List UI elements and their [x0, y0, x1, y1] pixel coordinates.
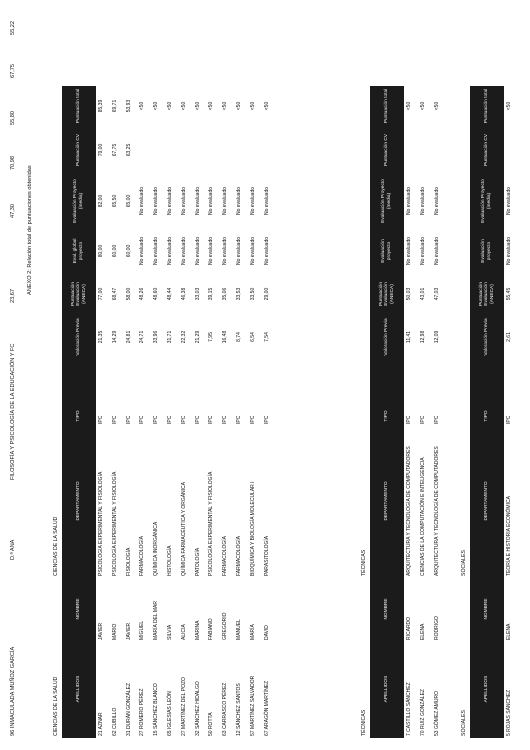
column-header: DEPARTAMENTO	[484, 481, 490, 521]
table-cell: 65,50	[111, 194, 118, 208]
table-cell: 24,81	[125, 330, 132, 344]
table-cell: IPC	[139, 415, 146, 424]
table-cell: No evaluado	[249, 186, 256, 216]
table-cell: 70 RUIZ GONZÁLEZ	[419, 689, 426, 736]
table-cell: 6,54	[249, 332, 256, 342]
table-cell: BIOQUÍMICA Y BIOLOGÍA MOLECULAR I	[249, 481, 256, 576]
table-cell: 46,38	[180, 287, 187, 301]
table-cell: PARASITOLOGÍA	[263, 535, 270, 576]
score-6: 55,22	[10, 21, 16, 35]
table-cell: 22,32	[180, 330, 187, 344]
table-cell: 16,48	[222, 330, 229, 344]
table-cell: <50	[180, 101, 187, 111]
table-cell: ALICIA	[180, 624, 187, 640]
table-cell: 2,61	[506, 332, 512, 342]
table-cell: No evaluado	[406, 186, 412, 216]
table-cell: No evaluado	[180, 236, 187, 266]
table-cell: 24,71	[139, 330, 146, 344]
table-cell: IPC	[194, 415, 201, 424]
table-cell: No evaluado	[419, 186, 426, 216]
table-cell: IPC	[98, 415, 104, 424]
table-cell: TEORÍA E HISTORIA ECONÓMICA	[506, 496, 512, 576]
table-cell: 21,29	[194, 330, 201, 344]
table-cell: No evaluado	[433, 186, 440, 216]
column-header: Valoración Previa	[484, 318, 490, 356]
table-cell: 60,00	[111, 244, 118, 258]
table-cell: No evaluado	[433, 236, 440, 266]
column-header: Puntuación CV	[76, 134, 82, 166]
table-cell: <50	[406, 101, 412, 111]
column-header: DEPARTAMENTO	[76, 481, 82, 521]
table-cell: 48,44	[167, 287, 173, 301]
table-cell: 33,03	[194, 287, 201, 301]
table-cell: 80,00	[98, 244, 104, 258]
table-cell: 33,50	[249, 287, 256, 301]
table-cell: 85,39	[98, 99, 104, 113]
table-cell: 65,00	[125, 194, 132, 208]
section-title-dept: TÉCNICAS	[361, 549, 367, 576]
table-cell: 50 ROTTA	[208, 712, 215, 736]
table-cell: IPC	[208, 415, 215, 424]
table-cell: 67 ARAGÓN MARTÍNEZ	[263, 680, 270, 736]
table-cell: 5 ROJAS SÁNCHEZ	[506, 689, 512, 736]
table-cell: IPC	[433, 415, 440, 424]
table-cell: No evaluado	[167, 186, 173, 216]
table-cell: HISTOLOGÍA	[167, 545, 173, 576]
table-cell: ELENA	[506, 623, 512, 640]
subject-name: D.ª ANA	[10, 539, 16, 560]
table-cell: IPC	[180, 415, 187, 424]
column-header: APELLIDOS	[484, 675, 490, 703]
table-cell: 48,60	[153, 287, 160, 301]
table-cell: IPC	[406, 415, 412, 424]
score-1: 23,67	[10, 289, 16, 303]
table-cell: IPC	[263, 415, 270, 424]
table-cell: FABIANO	[208, 618, 215, 640]
column-header: Eval. global proyecto	[73, 238, 84, 264]
section-title: TÉCNICAS	[361, 709, 367, 736]
column-header: APELLIDOS	[76, 675, 82, 703]
table-cell: 68,47	[111, 287, 118, 301]
column-header: NOMBRE	[384, 598, 390, 620]
column-header: TIPO	[484, 410, 490, 422]
table-cell: 31,71	[167, 330, 173, 344]
column-header: Puntuación Evaluación (ANECA)	[478, 282, 495, 307]
table-cell: PSICOLOGÍA EXPERIMENTAL Y FISIOLOGÍA	[98, 471, 104, 576]
table-cell: SILVIA	[167, 624, 173, 640]
table-cell: No evaluado	[139, 236, 146, 266]
table-cell: 12,09	[433, 330, 440, 344]
table-cell: 7,95	[208, 332, 215, 342]
table-cell: ARQUITECTURA Y TECNOLOGÍA DE COMPUTADORES	[406, 446, 412, 576]
column-header: Evaluación Proyecto (media)	[481, 179, 492, 223]
subject-department: FILOSOFÍA Y PSICOLOGÍA DE LA EDUCACIÓN Y FC	[10, 343, 16, 480]
table-cell: 69,71	[111, 99, 118, 113]
table-cell: No evaluado	[194, 236, 201, 266]
score-3: 70,98	[10, 156, 16, 170]
table-cell: No evaluado	[249, 236, 256, 266]
table-cell: 43,01	[419, 287, 426, 301]
table-cell: FARMACOLOGÍA	[222, 535, 229, 576]
column-header: NOMBRE	[484, 598, 490, 620]
table-cell: <50	[236, 101, 242, 111]
column-header: Evaluación proyecto	[481, 239, 492, 263]
table-cell: 82,00	[98, 194, 104, 208]
table-cell: 14,29	[111, 330, 118, 344]
table-cell: <50	[222, 101, 229, 111]
table-cell: 47,03	[433, 287, 440, 301]
table-cell: MIGUEL	[139, 620, 146, 640]
table-cell: 27 ROMERO PÉREZ	[139, 688, 146, 736]
table-cell: No evaluado	[153, 186, 160, 216]
table-cell: 21 AZNAR	[98, 712, 104, 736]
table-cell: No evaluado	[222, 186, 229, 216]
table-cell: PATOLOGÍA	[194, 547, 201, 576]
column-header: APELLIDOS	[384, 675, 390, 703]
column-header: NOMBRE	[76, 598, 82, 620]
table-cell: 53,93	[125, 99, 132, 113]
column-header: Puntuación Evaluación (ANECA)	[70, 282, 87, 307]
table-cell: No evaluado	[506, 236, 512, 266]
score-2: 47,30	[10, 204, 16, 218]
table-cell: JAVIER	[125, 622, 132, 640]
table-cell: No evaluado	[139, 186, 146, 216]
table-cell: 67,75	[111, 143, 118, 157]
table-cell: 29,00	[263, 287, 270, 301]
table-cell: FISIOLOGÍA	[125, 547, 132, 576]
column-header: Evaluación proyecto	[381, 239, 392, 263]
column-header: TIPO	[76, 410, 82, 422]
table-cell: 58,00	[125, 287, 132, 301]
table-cell: DAVID	[263, 625, 270, 640]
column-header: Puntuación total	[384, 88, 390, 124]
section-title-dept: CIENCIAS DE LA SALUD	[53, 516, 59, 576]
table-cell: No evaluado	[208, 186, 215, 216]
table-cell: No evaluado	[506, 186, 512, 216]
table-cell: 63 CARRASCO PÉREZ	[222, 682, 229, 736]
table-cell: <50	[263, 101, 270, 111]
table-cell: ELENA	[419, 623, 426, 640]
table-cell: PSICOLOGÍA EXPERIMENTAL Y FISIOLOGÍA	[208, 471, 215, 576]
table-cell: No evaluado	[236, 236, 242, 266]
table-cell: 27 MARTÍNEZ DEL POZO	[180, 677, 187, 736]
table-cell: No evaluado	[208, 236, 215, 266]
table-cell: MANUEL	[236, 619, 242, 640]
table-cell: IPC	[222, 415, 229, 424]
table-cell: <50	[153, 101, 160, 111]
score-5: 67,75	[10, 64, 16, 78]
table-cell: <50	[249, 101, 256, 111]
column-header: Puntuación total	[76, 88, 82, 124]
column-header: DEPARTAMENTO	[384, 481, 390, 521]
table-cell: 7 CASTILLO SÁNCHEZ	[406, 682, 412, 736]
table-cell: No evaluado	[263, 236, 270, 266]
table-cell: No evaluado	[419, 236, 426, 266]
annex-title: ANEXO 2: Relación total de puntuaciones obtenidas	[27, 165, 33, 295]
table-cell: MARIO	[111, 623, 118, 640]
table-cell: 53 GÓMEZ AMURO	[433, 690, 440, 736]
table-cell: CIENCIAS DE LA COMPUTACIÓN E INTELIGENCIA	[419, 457, 426, 576]
table-cell: 60,00	[125, 244, 132, 258]
table-cell: RICARDO	[406, 616, 412, 640]
table-cell: No evaluado	[180, 186, 187, 216]
table-cell: <50	[433, 101, 440, 111]
table-cell: 62 CUBILLO	[111, 707, 118, 736]
table-cell: No evaluado	[236, 186, 242, 216]
column-header: Valoración Previa	[384, 318, 390, 356]
table-cell: 12 SÁNCHEZ SANTOS	[236, 683, 242, 736]
table-cell: 65 IGLESIAS LEÓN	[167, 691, 173, 736]
column-header: Evaluación Proyecto (media)	[381, 179, 392, 223]
column-header: Puntuación total	[484, 88, 490, 124]
score-4: 55,80	[10, 111, 16, 125]
table-cell: IPC	[111, 415, 118, 424]
table-cell: No evaluado	[194, 186, 201, 216]
table-cell: <50	[194, 101, 201, 111]
table-cell: 35,06	[222, 287, 229, 301]
table-cell: GREGORIO	[222, 612, 229, 640]
table-cell: No evaluado	[406, 236, 412, 266]
table-cell: <50	[419, 101, 426, 111]
table-cell: 77,00	[98, 287, 104, 301]
subject-left: 96 INMACULADA MUÑOZ GARCÍA	[10, 646, 16, 736]
table-cell: JAVIER	[98, 622, 104, 640]
table-cell: PSICOLOGÍA EXPERIMENTAL Y FISIOLOGÍA	[111, 471, 118, 576]
table-cell: 39,15	[208, 287, 215, 301]
table-cell: IPC	[153, 415, 160, 424]
column-header: Evaluación Proyecto (media)	[73, 179, 84, 223]
table-cell: 63,25	[125, 143, 132, 157]
column-header: Puntuación Evaluación (ANECA)	[378, 282, 395, 307]
table-cell: IPC	[249, 415, 256, 424]
table-cell: <50	[506, 101, 512, 111]
table-cell: ARQUITECTURA Y TECNOLOGÍA DE COMPUTADORES	[433, 446, 440, 576]
column-header: Valoración Previa	[76, 318, 82, 356]
table-cell: 55,45	[506, 287, 512, 301]
table-cell: 31 DURÁN GONZÁLEZ	[125, 682, 132, 736]
table-cell: FARMACOLOGÍA	[236, 535, 242, 576]
table-cell: No evaluado	[153, 236, 160, 266]
table-cell: IPC	[125, 415, 132, 424]
table-cell: <50	[139, 101, 146, 111]
column-header: Puntuación CV	[384, 134, 390, 166]
table-cell: 33,53	[236, 287, 242, 301]
table-cell: 48,26	[139, 287, 146, 301]
table-cell: MARINA	[194, 620, 201, 640]
table-cell: QUÍMICA INORGÁNICA	[153, 521, 160, 576]
table-cell: RODRIGO	[433, 616, 440, 640]
table-cell: 33,96	[153, 330, 160, 344]
table-cell: No evaluado	[222, 236, 229, 266]
section-title-dept: SOCIALES	[461, 550, 467, 576]
table-cell: 15 SÁNCHEZ BLANCO	[153, 683, 160, 736]
table-cell: <50	[167, 101, 173, 111]
column-header: Puntuación CV	[484, 134, 490, 166]
table-cell: No evaluado	[263, 186, 270, 216]
section-title: SOCIALES	[461, 710, 467, 736]
table-cell: MARÍA DEL MAR	[153, 601, 160, 640]
table-cell: 11,41	[406, 330, 412, 344]
table-cell: QUÍMICA FARMACÉUTICA Y ORGÁNICA	[180, 482, 187, 576]
table-cell: IPC	[506, 415, 512, 424]
table-cell: 7,54	[263, 332, 270, 342]
table-cell: 21,35	[98, 330, 104, 344]
table-cell: 50,03	[406, 287, 412, 301]
table-cell: IPC	[167, 415, 173, 424]
column-header: TIPO	[384, 410, 390, 422]
table-cell: <50	[208, 101, 215, 111]
table-cell: FARMACOLOGÍA	[139, 535, 146, 576]
table-cell: 32 SÁNCHEZ HIDALGO	[194, 681, 201, 736]
table-cell: 79,00	[98, 143, 104, 157]
table-cell: IPC	[419, 415, 426, 424]
table-cell: IPC	[236, 415, 242, 424]
table-cell: 12,98	[419, 330, 426, 344]
table-cell: No evaluado	[167, 236, 173, 266]
table-cell: 57 MARTÍNEZ SALVADOR	[249, 675, 256, 736]
table-cell: 8,74	[236, 332, 242, 342]
section-title: CIENCIAS DE LA SALUD	[53, 676, 59, 736]
table-cell: MARÍA	[249, 624, 256, 640]
